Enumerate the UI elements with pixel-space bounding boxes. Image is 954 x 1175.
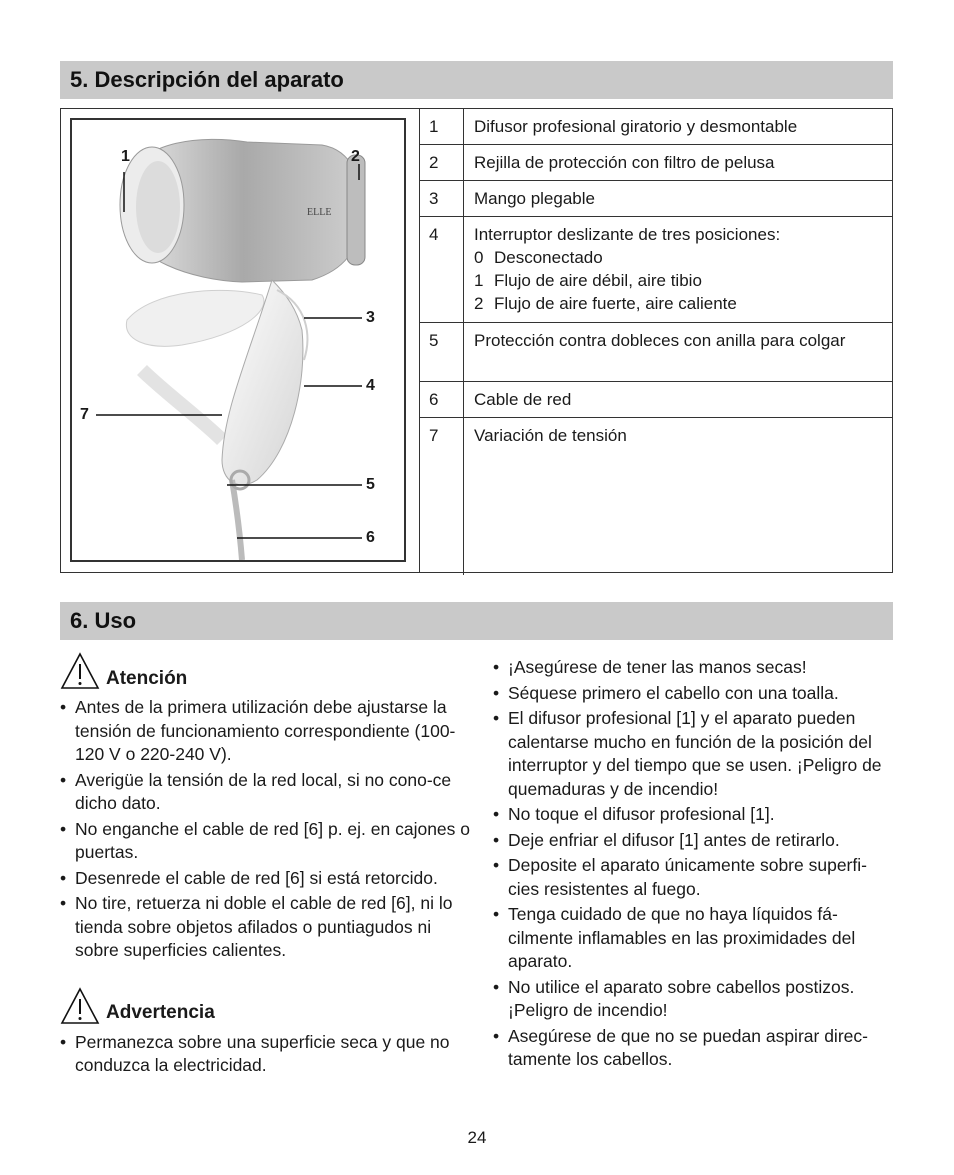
part-number: 1: [419, 109, 464, 145]
table-row: [419, 217, 892, 323]
callout-3: 3: [366, 309, 375, 326]
table-row: [419, 382, 892, 418]
list-item: • El difusor profesional [1] y el aparato pueden calentarse mucho en función de la posición del interruptor y del tiempo que se usen. ¡Peligro de quemaduras y de incendio!: [493, 707, 893, 801]
table-row: [419, 418, 892, 575]
list-item: • Séquese primero el cabello con una toalla.: [493, 682, 893, 706]
part-name: Variación de tensión: [474, 426, 627, 445]
part-number: 6: [419, 382, 464, 418]
list-item: • No enganche el cable de red [6] p. ej. en cajones o puertas.: [60, 818, 470, 865]
part-number: 2: [419, 145, 464, 181]
list-item: • No toque el difusor profesional [1].: [493, 803, 893, 827]
list-item: • Tenga cuidado de que no haya líquidos fá-cilmente inflamables en las proximidades del aparato.: [493, 903, 893, 974]
part-name: Protección contra dobleces con anilla para colgar: [464, 323, 893, 382]
option-number: 2: [474, 294, 484, 313]
list-item: • Desenrede el cable de red [6] si está retorcido.: [60, 867, 470, 891]
usage-list: [493, 656, 893, 1072]
table-row: [419, 323, 892, 382]
table-row: [419, 145, 892, 181]
part-name: Rejilla de protección con filtro de pelusa: [464, 145, 893, 181]
option-number: 1: [474, 271, 484, 290]
part-number: 7: [419, 418, 464, 575]
callout-6: 6: [366, 529, 375, 546]
list-item: • Averigüe la tensión de la red local, si no cono-ce dicho dato.: [60, 769, 470, 816]
warning-heading: [60, 985, 470, 1025]
option-text: Desconectado: [494, 248, 603, 267]
callout-7: 7: [80, 406, 89, 423]
section-5-title: 5. Descripción del aparato: [70, 67, 344, 92]
option-text: Flujo de aire fuerte, aire caliente: [494, 294, 737, 313]
part-number: 5: [419, 323, 464, 382]
warning-triangle-icon: [60, 987, 100, 1025]
callout-4: 4: [366, 377, 375, 394]
figure-cell: [61, 109, 420, 572]
part-name: Difusor profesional giratorio y desmontable: [464, 109, 893, 145]
device-description-table: [60, 108, 893, 573]
brand-logo: ELLE: [307, 207, 332, 218]
part-number: 4: [419, 217, 464, 323]
callout-1: 1: [121, 148, 130, 165]
list-item: • Deje enfriar el difusor [1] antes de retirarlo.: [493, 829, 893, 853]
hair-dryer-illustration: [70, 118, 406, 562]
hair-dryer-drawing: [72, 120, 404, 560]
callout-2: 2: [351, 148, 360, 165]
part-name-cell: [464, 217, 893, 323]
list-item: • No tire, retuerza ni doble el cable de red [6], ni lo tienda sobre objetos afilados o puntiagudos ni sobre superficies calientes.: [60, 892, 470, 963]
switch-option: [474, 269, 882, 292]
list-item: • ¡Asegúrese de tener las manos secas!: [493, 656, 893, 680]
switch-option: [474, 246, 882, 269]
right-column: [493, 656, 893, 1074]
switch-option: [474, 292, 882, 315]
attention-label: Atención: [106, 667, 188, 689]
left-column: [60, 650, 470, 1080]
warning-list: [60, 1031, 470, 1078]
section-6-title: 6. Uso: [70, 608, 137, 633]
warning-triangle-icon: [60, 652, 100, 690]
list-item: • No utilice el aparato sobre cabellos postizos. ¡Peligro de incendio!: [493, 976, 893, 1023]
list-item: • Deposite el aparato únicamente sobre superfi-cies resistentes al fuego.: [493, 854, 893, 901]
part-name: Mango plegable: [464, 181, 893, 217]
part-name: Cable de red: [464, 382, 893, 418]
table-row: [419, 109, 892, 145]
option-number: 0: [474, 248, 484, 267]
section-6-header: [60, 602, 893, 640]
section-5-header: [60, 61, 893, 99]
option-text: Flujo de aire débil, aire tibio: [494, 271, 702, 290]
list-item: • Permanezca sobre una superficie seca y que no conduzca la electricidad.: [60, 1031, 470, 1078]
attention-heading: [60, 650, 470, 690]
warning-label: Advertencia: [106, 1002, 215, 1023]
page-number: 24: [467, 1128, 487, 1147]
table-row: [419, 181, 892, 217]
list-item: • Antes de la primera utilización debe ajustarse la tensión de funcionamiento correspondiente (100-120 V o 220-240 V).: [60, 696, 470, 767]
parts-list: [419, 109, 892, 575]
callout-5: 5: [366, 476, 375, 493]
attention-list: [60, 696, 470, 963]
part-number: 3: [419, 181, 464, 217]
part-name: Interruptor deslizante de tres posiciones:: [474, 225, 781, 244]
list-item: • Asegúrese de que no se puedan aspirar direc-tamente los cabellos.: [493, 1025, 893, 1072]
